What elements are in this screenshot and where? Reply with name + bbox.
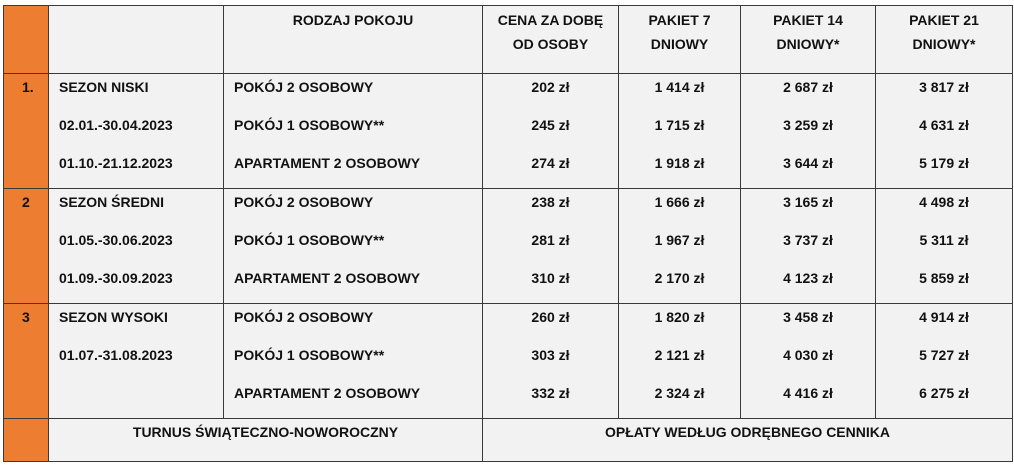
- season-row: [4, 74, 1013, 189]
- header-price-line2: OD OSOBY: [512, 36, 589, 52]
- price-per-night-values: [483, 304, 619, 419]
- price-value: 1 715 zł: [654, 117, 705, 133]
- header-room-type: [224, 6, 483, 74]
- season-number: 2: [4, 189, 49, 304]
- price-value: 3 737 zł: [783, 232, 833, 248]
- header-room-type-label: RODZAJ POKOJU: [292, 12, 414, 28]
- price-value: 2 687 zł: [783, 79, 833, 95]
- price-value: 4 498 zł: [919, 194, 969, 210]
- season-number: 3: [4, 304, 49, 419]
- footer-accent-cell: [4, 419, 49, 462]
- price-value: 202 zł: [531, 79, 570, 95]
- price-value: 1 918 zł: [654, 155, 705, 171]
- price-value: 1 666 zł: [654, 194, 705, 210]
- room-type: POKÓJ 2 OSOBOWY: [234, 194, 374, 210]
- season-dates: 01.10.-21.12.2023: [59, 155, 173, 171]
- price-value: 4 123 zł: [783, 270, 833, 286]
- season-info: [49, 304, 224, 419]
- season-dates: [59, 380, 223, 418]
- season-dates: 01.07.-31.08.2023: [59, 347, 173, 363]
- holiday-turnus-cell: [49, 419, 483, 462]
- header-package-14: [741, 6, 876, 74]
- price-value: 3 458 zł: [783, 309, 833, 325]
- price-value: 332 zł: [531, 385, 570, 401]
- price-value: 5 859 zł: [919, 270, 969, 286]
- package-14-values: [741, 304, 876, 419]
- package-14-values: [741, 189, 876, 304]
- package-21-values: [876, 189, 1013, 304]
- price-value: 1 967 zł: [654, 232, 705, 248]
- price-value: 3 817 zł: [919, 79, 969, 95]
- price-value: 3 165 zł: [783, 194, 833, 210]
- room-type: POKÓJ 1 OSOBOWY**: [234, 347, 385, 363]
- price-value: 6 275 zł: [919, 385, 969, 401]
- price-per-night-values: [483, 189, 619, 304]
- room-type: APARTAMENT 2 OSOBOWY: [234, 270, 421, 286]
- footer-row: [4, 419, 1013, 462]
- price-value: 238 zł: [531, 194, 570, 210]
- season-dates: 01.09.-30.09.2023: [59, 270, 173, 286]
- separate-pricing-cell: [483, 419, 1013, 462]
- price-value: 245 zł: [531, 117, 570, 133]
- header-p21-line2: DNIOWY*: [912, 36, 976, 52]
- room-type: POKÓJ 2 OSOBOWY: [234, 79, 374, 95]
- price-value: 2 170 zł: [654, 270, 705, 286]
- package-7-values: [619, 189, 741, 304]
- season-info: [49, 189, 224, 304]
- package-7-values: [619, 74, 741, 189]
- header-p14-line2: DNIOWY*: [776, 36, 840, 52]
- header-row: [4, 6, 1013, 74]
- price-value: 274 zł: [531, 155, 570, 171]
- room-type: POKÓJ 1 OSOBOWY**: [234, 232, 385, 248]
- price-value: 303 zł: [531, 347, 570, 363]
- room-type: APARTAMENT 2 OSOBOWY: [234, 155, 421, 171]
- room-type: APARTAMENT 2 OSOBOWY: [234, 385, 421, 401]
- price-table: [3, 5, 1013, 462]
- season-name: SEZON WYSOKI: [59, 309, 168, 325]
- room-type: POKÓJ 1 OSOBOWY**: [234, 117, 385, 133]
- price-value: 5 311 zł: [919, 232, 969, 248]
- room-type: POKÓJ 2 OSOBOWY: [234, 309, 374, 325]
- header-price-line1: CENA ZA DOBĘ: [497, 12, 604, 28]
- separate-pricing-label: OPŁATY WEDŁUG ODRĘBNEGO CENNIKA: [605, 424, 890, 440]
- price-value: 310 zł: [531, 270, 570, 286]
- price-value: 1 820 zł: [654, 309, 705, 325]
- price-value: 2 121 zł: [654, 347, 705, 363]
- room-types: [224, 189, 483, 304]
- package-21-values: [876, 74, 1013, 189]
- header-season-cell: [49, 6, 224, 74]
- room-types: [224, 304, 483, 419]
- price-value: 3 259 zł: [783, 117, 833, 133]
- header-accent-cell: [4, 6, 49, 74]
- header-p21-line1: PAKIET 21: [909, 12, 979, 28]
- price-value: 260 zł: [531, 309, 570, 325]
- package-21-values: [876, 304, 1013, 419]
- season-name: SEZON NISKI: [59, 79, 149, 95]
- holiday-turnus-label: TURNUS ŚWIĄTECZNO-NOWOROCZNY: [132, 424, 399, 440]
- header-p7-line1: PAKIET 7: [648, 12, 711, 28]
- price-value: 281 zł: [531, 232, 570, 248]
- season-number: 1.: [4, 74, 49, 189]
- price-value: 4 416 zł: [783, 385, 833, 401]
- season-row: [4, 189, 1013, 304]
- package-14-values: [741, 74, 876, 189]
- header-p14-line1: PAKIET 14: [773, 12, 843, 28]
- price-per-night-values: [483, 74, 619, 189]
- header-price-per-night: [483, 6, 619, 74]
- header-package-21: [876, 6, 1013, 74]
- season-dates: 02.01.-30.04.2023: [59, 117, 173, 133]
- price-value: 4 631 zł: [919, 117, 969, 133]
- price-value: 4 914 zł: [919, 309, 969, 325]
- season-row: [4, 304, 1013, 419]
- season-info: [49, 74, 224, 189]
- price-value: 1 414 zł: [654, 79, 705, 95]
- price-value: 4 030 zł: [783, 347, 833, 363]
- header-p7-line2: DNIOWY: [650, 36, 709, 52]
- room-types: [224, 74, 483, 189]
- price-value: 5 727 zł: [919, 347, 969, 363]
- price-value: 2 324 zł: [654, 385, 705, 401]
- season-name: SEZON ŚREDNI: [59, 194, 165, 210]
- header-package-7: [619, 6, 741, 74]
- package-7-values: [619, 304, 741, 419]
- season-dates: 01.05.-30.06.2023: [59, 232, 173, 248]
- price-value: 5 179 zł: [919, 155, 969, 171]
- price-value: 3 644 zł: [783, 155, 833, 171]
